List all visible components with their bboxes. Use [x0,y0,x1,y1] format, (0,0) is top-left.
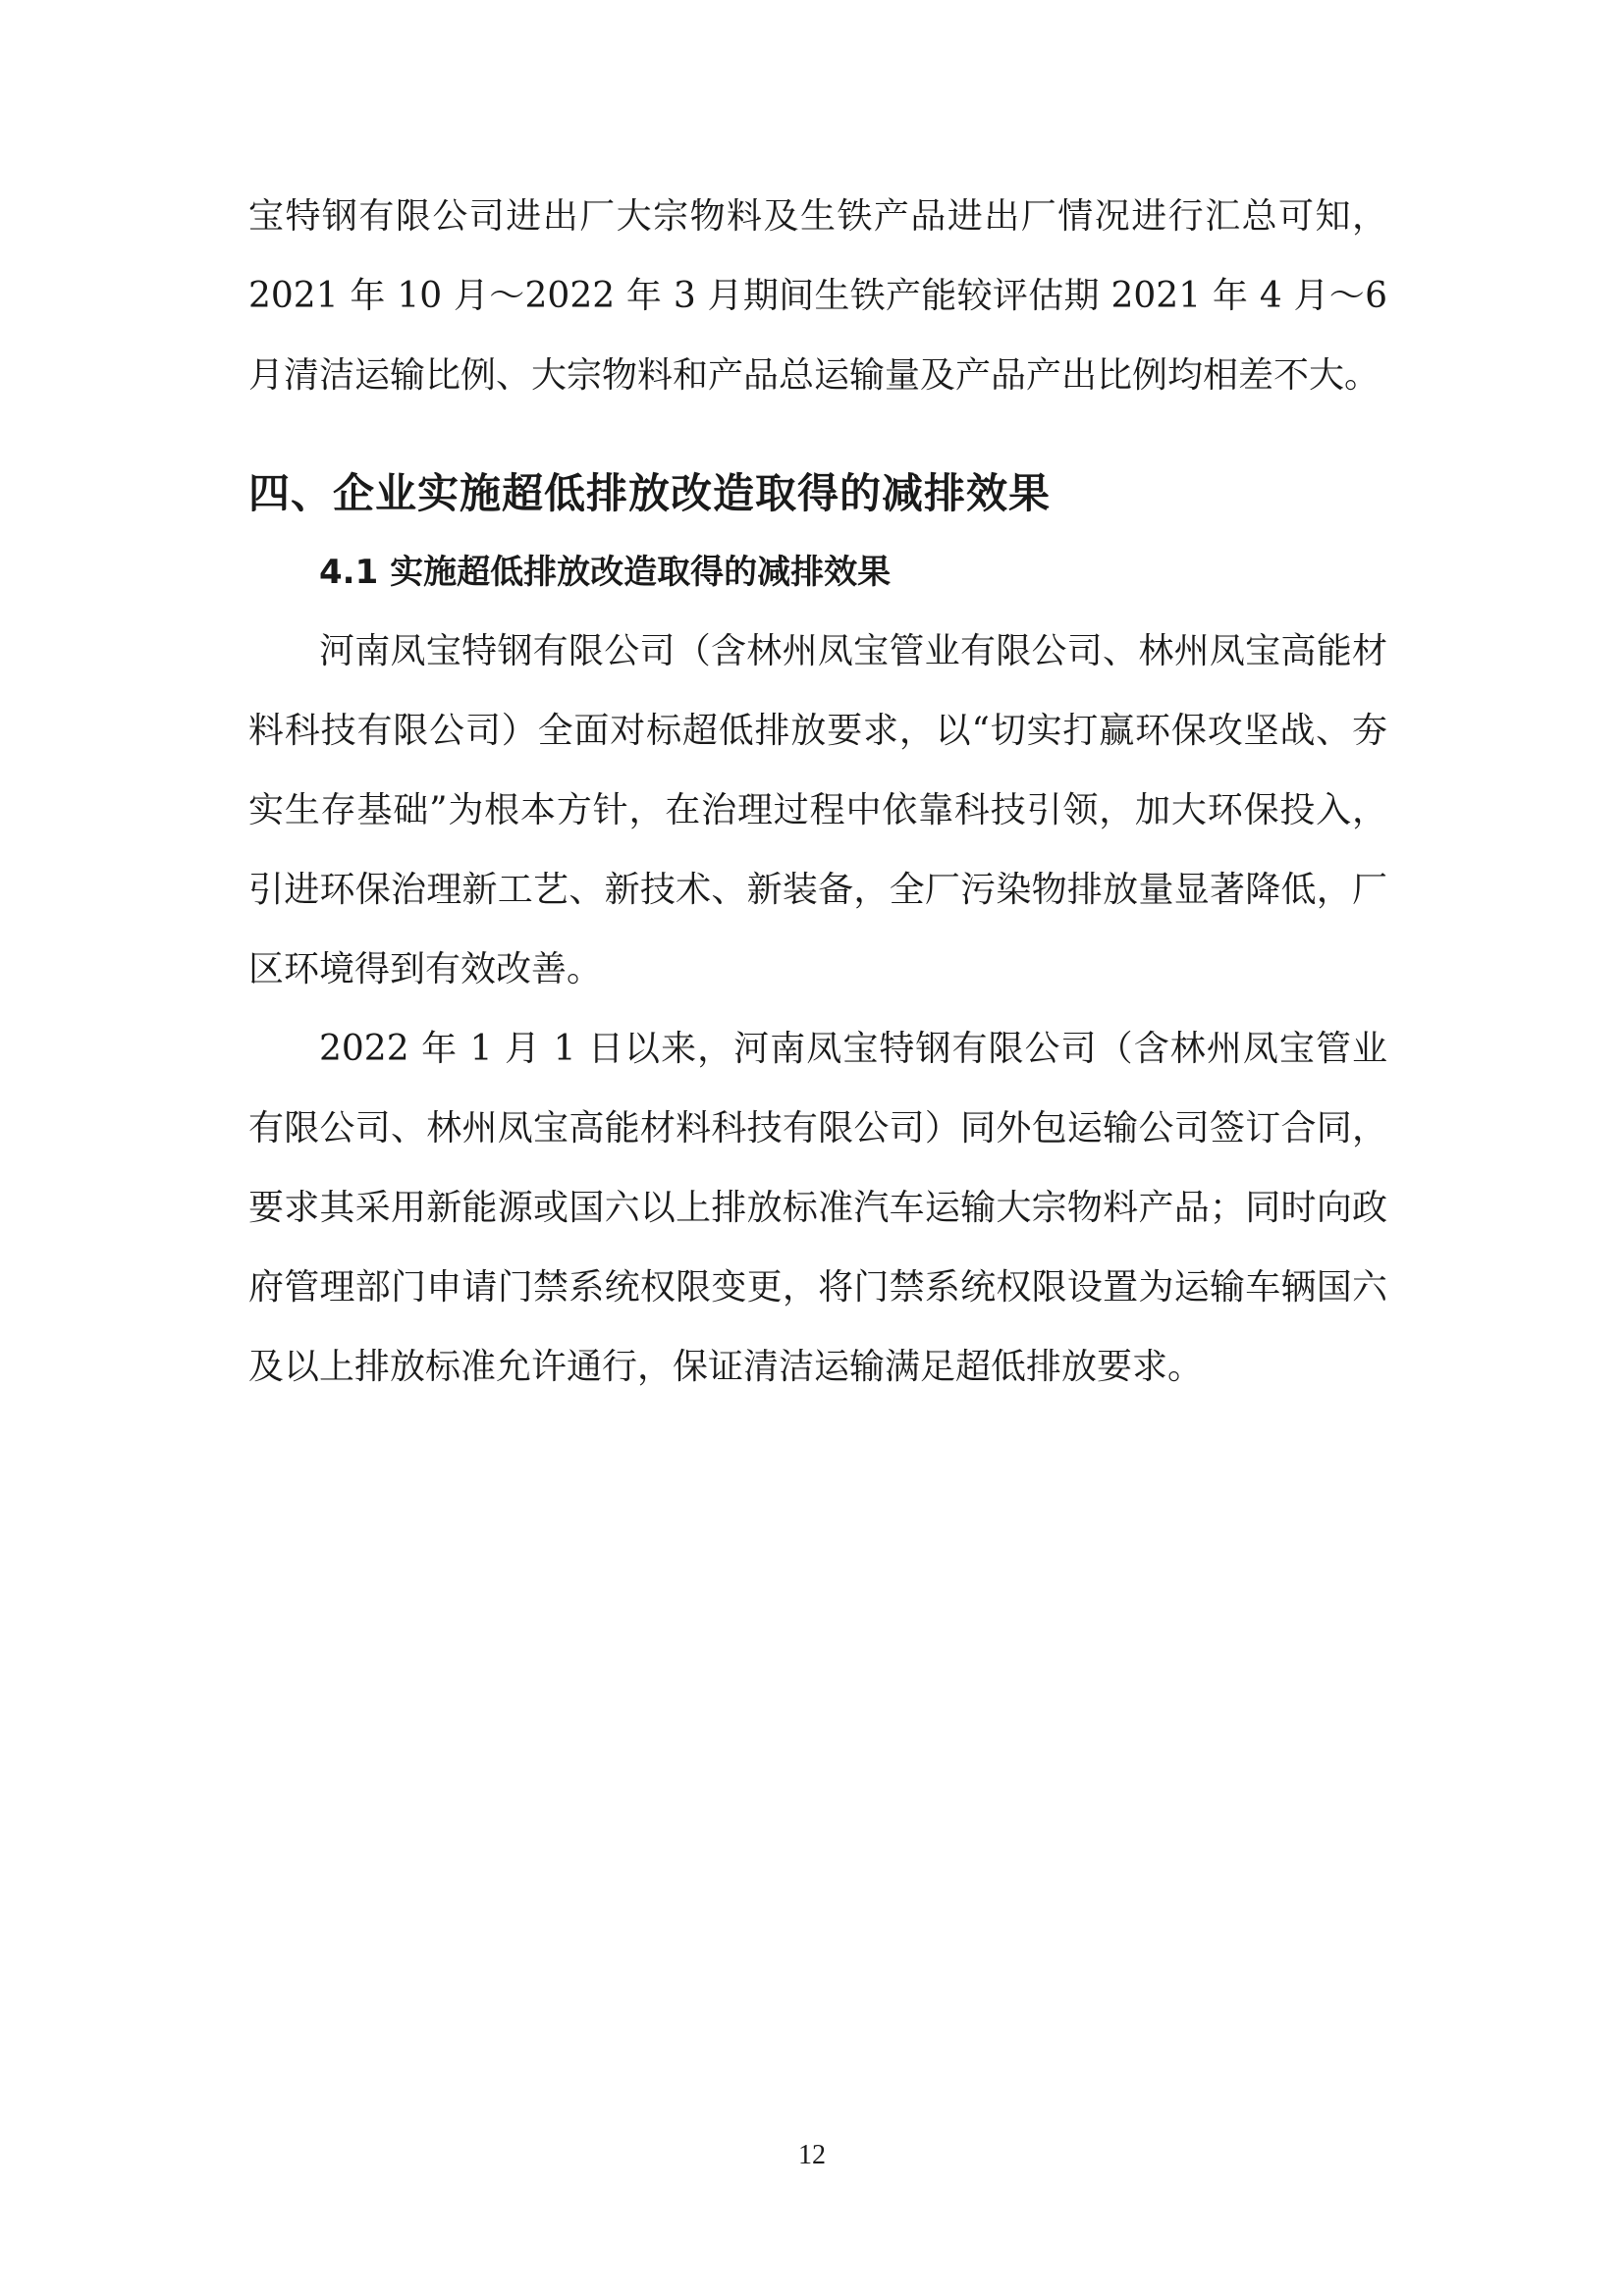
page-number: 12 [798,2140,826,2170]
paragraph-ultra-low-emission: 河南凤宝特钢有限公司（含林州凤宝管业有限公司、林州凤宝高能材料科技有限公司）全面对标超低排放要求，以“切实打赢环保攻坚战、夯实生存基础”为根本方针，在治理过程中依靠科技引领，加大环保投入，引进环保治理新工艺、新技术、新装备，全厂污染物排放量显著降低，厂区环境得到有效改善。 [248,631,1387,989]
paragraph-continued: 宝特钢有限公司进出厂大宗物料及生铁产品进出厂情况进行汇总可知，2021 年 10 月～2022 年 3 月期间生铁产能较评估期 2021 年 4 月～6 月清洁运输比例、大宗物料和产品总运输量及产品产出比例均相差不大。 [248,196,1387,396]
subsection-heading-4-1: 4.1 实施超低排放改造取得的减排效果 [319,553,892,592]
section-heading-4: 四、企业实施超低排放改造取得的减排效果 [248,469,1052,517]
paragraph-clean-transport: 2022 年 1 月 1 日以来，河南凤宝特钢有限公司（含林州凤宝管业有限公司、林州凤宝高能材料科技有限公司）同外包运输公司签订合同，要求其采用新能源或国六以上排放标准汽车运输大宗物料产品；同时向政府管理部门申请门禁系统权限变更，将门禁系统权限设置为运输车辆国六及以上排放标准允许通行，保证清洁运输满足超低排放要求。 [248,1029,1387,1387]
page-content [248,177,1387,1407]
